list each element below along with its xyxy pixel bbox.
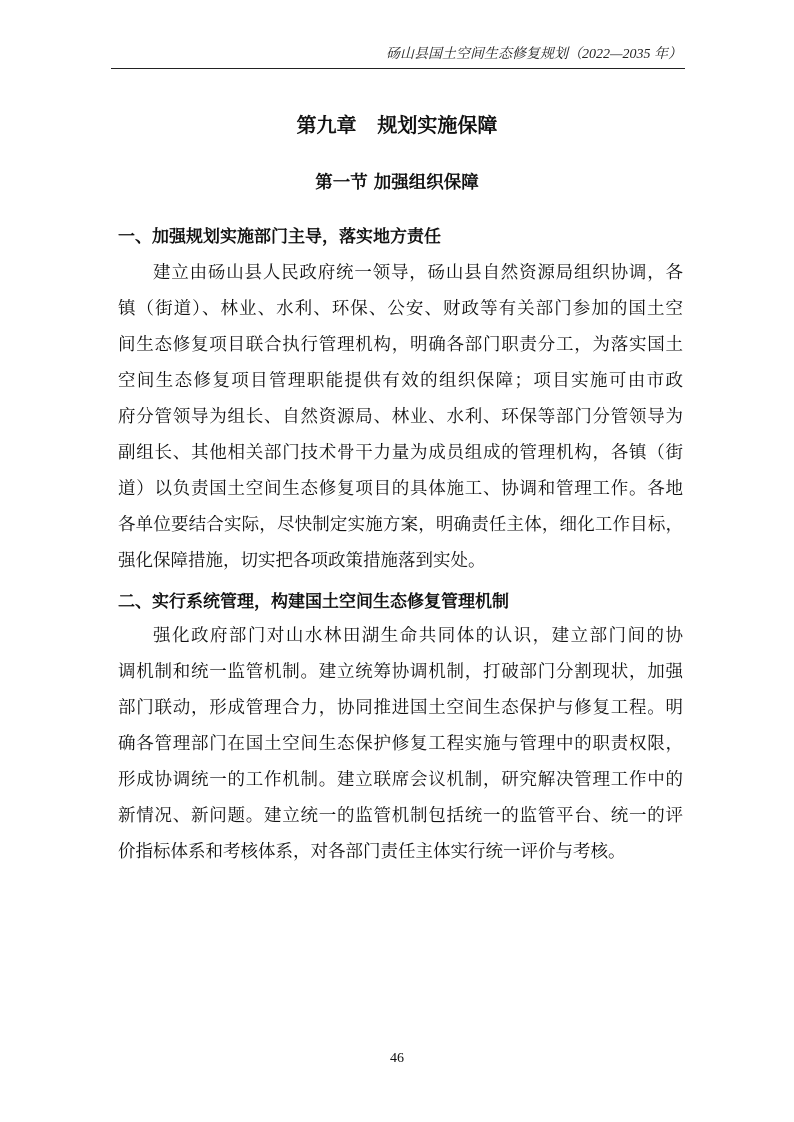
- subsection-heading-2: 二、实行系统管理，构建国土空间生态修复管理机制: [118, 592, 509, 612]
- paragraph-line: 道）以负责国土空间生态修复项目的具体施工、协调和管理工作。各地: [118, 479, 683, 499]
- running-header-title: 砀山县国土空间生态修复规划（2022—2035 年）: [386, 47, 682, 62]
- paragraph-line: 部门联动，形成管理合力，协同推进国土空间生态保护与修复工程。明: [118, 698, 683, 718]
- paragraph-line: 价指标体系和考核体系，对各部门责任主体实行统一评价与考核。: [118, 842, 626, 862]
- paragraph-line: 副组长、其他相关部门技术骨干力量为成员组成的管理机构，各镇（街: [118, 443, 683, 463]
- paragraph-2: [118, 618, 683, 870]
- paragraph-line: 强化保障措施，切实把各项政策措施落到实处。: [118, 551, 486, 571]
- paragraph-line: 新情况、新问题。建立统一的监管机制包括统一的监管平台、统一的评: [118, 806, 683, 826]
- chapter-title: 第九章 规划实施保障: [296, 113, 498, 137]
- paragraph-line: 府分管领导为组长、自然资源局、林业、水利、环保等部门分管领导为: [118, 407, 683, 427]
- paragraph-line: 各单位要结合实际，尽快制定实施方案，明确责任主体，细化工作目标，: [118, 515, 683, 535]
- paragraph-line: 间生态修复项目联合执行管理机构，明确各部门职责分工，为落实国土: [118, 335, 683, 355]
- section-title: 第一节 加强组织保障: [315, 173, 479, 193]
- paragraph-line: 建立由砀山县人民政府统一领导，砀山县自然资源局组织协调，各: [153, 263, 683, 283]
- paragraph-line: 调机制和统一监管机制。建立统筹协调机制，打破部门分割现状，加强: [118, 662, 683, 682]
- page-number: 46: [390, 1051, 404, 1066]
- paragraph-line: 确各管理部门在国土空间生态保护修复工程实施与管理中的职责权限，: [118, 734, 683, 754]
- subsection-heading-1: 一、加强规划实施部门主导，落实地方责任: [118, 227, 441, 247]
- paragraph-line: 形成协调统一的工作机制。建立联席会议机制，研究解决管理工作中的: [118, 770, 683, 790]
- paragraph-line: 强化政府部门对山水林田湖生命共同体的认识，建立部门间的协: [153, 626, 683, 646]
- header-rule: [111, 68, 685, 69]
- paragraph-1: [118, 255, 683, 579]
- paragraph-line: 空间生态修复项目管理职能提供有效的组织保障；项目实施可由市政: [118, 371, 683, 391]
- paragraph-line: 镇（街道）、林业、水利、环保、公安、财政等有关部门参加的国土空: [118, 299, 683, 319]
